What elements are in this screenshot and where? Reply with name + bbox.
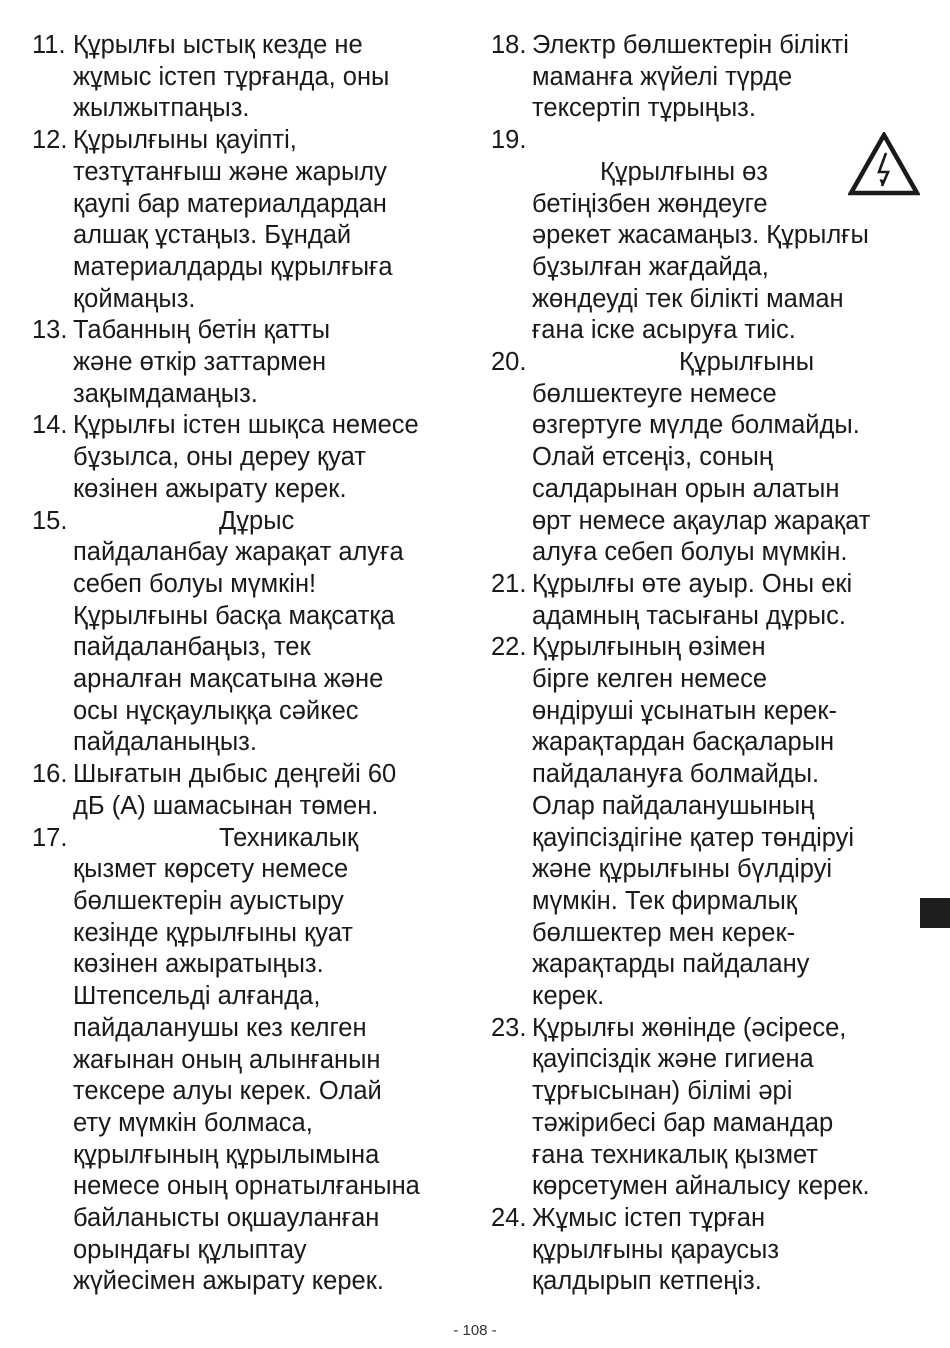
item-line: көзінен ажыратыңыз. xyxy=(73,950,324,979)
left-column xyxy=(32,30,464,1298)
electric-shock-warning-icon xyxy=(848,132,920,196)
item-line: ғана іске асыруға тиіс. xyxy=(532,316,796,345)
item-line: жарақтарды пайдалану xyxy=(532,950,810,979)
item-line: қоймаңыз. xyxy=(73,284,196,313)
item-line: орындағы құлыптау xyxy=(73,1235,307,1264)
item-line: бірге келген немесе xyxy=(532,665,768,694)
item-line: Құрылғының өзімен xyxy=(532,633,766,662)
item-number: 21. xyxy=(491,569,527,598)
item-line: жұмыс істеп тұрғанда, оны xyxy=(73,62,390,91)
item-line: бетіңізбен жөндеуге xyxy=(532,189,768,218)
item-number: 16. xyxy=(32,760,68,789)
item-line: және өткір заттармен xyxy=(73,348,327,377)
list-item-17 xyxy=(32,823,464,1299)
item-line: қалдырып кетпеңіз. xyxy=(532,1267,762,1296)
item-line: бұзылса, оны дереу қуат xyxy=(73,443,366,472)
item-first-line: Дұрыс xyxy=(219,506,295,535)
item-line: салдарынан орын алатын xyxy=(532,474,840,503)
item-line: жағынан оның алынғанын xyxy=(73,1045,381,1074)
list-item-15 xyxy=(32,506,464,760)
item-line: Олар пайдаланушының xyxy=(532,791,815,820)
list-item-18 xyxy=(491,30,923,125)
item-line: тәжірибесі бар мамандар xyxy=(532,1108,834,1137)
item-line: пайдаланыңыз. xyxy=(73,728,257,757)
item-line: зақымдамаңыз. xyxy=(73,379,258,408)
item-number: 20. xyxy=(491,348,527,377)
item-line: Құрылғы істен шықса немесе xyxy=(73,411,419,440)
item-line: тексертіп тұрыңыз. xyxy=(532,94,756,123)
list-item-12 xyxy=(32,125,464,315)
item-line: алшақ ұстаңыз. Бұндай xyxy=(73,221,352,250)
item-line: пайдалануға болмайды. xyxy=(532,760,820,789)
item-line: құрылғыны қараусыз xyxy=(532,1235,780,1264)
item-line: осы нұсқаулыққа сәйкес xyxy=(73,696,359,725)
item-line: жүйесімен ажырату керек. xyxy=(73,1267,384,1296)
item-line: тұрғысынан) білімі әрі xyxy=(532,1077,793,1106)
item-line: арналған мақсатына және xyxy=(73,665,384,694)
item-number: 18. xyxy=(491,31,527,59)
item-line: көрсетумен айналысу керек. xyxy=(532,1172,870,1201)
item-line: қауіпсіздік және гигиена xyxy=(532,1045,814,1074)
list-item-11 xyxy=(32,30,464,125)
item-line: материалдарды құрылғыға xyxy=(73,252,393,281)
item-line: мүмкін. Тек фирмалық xyxy=(532,886,797,915)
item-number: 17. xyxy=(32,823,68,852)
item-number: 13. xyxy=(32,316,68,345)
list-item-13 xyxy=(32,315,464,410)
list-item-23 xyxy=(491,1013,923,1203)
item-line: керек. xyxy=(532,982,605,1011)
item-line: байланысты оқшауланған xyxy=(73,1204,380,1233)
item-line: дБ (А) шамасынан төмен. xyxy=(73,791,379,820)
item-line: пайдаланушы кез келген xyxy=(73,1013,367,1042)
item-line: ғана техникалық қызмет xyxy=(532,1140,818,1169)
list-item-21 xyxy=(491,569,923,632)
page-number: - 108 - xyxy=(453,1322,497,1339)
item-line: адамның тасығаны дұрыс. xyxy=(532,601,846,630)
item-line: бөлшектер мен керек- xyxy=(532,918,796,947)
item-line: жөндеуді тек білікті маман xyxy=(532,284,844,313)
item-line: алуға себеп болуы мүмкін. xyxy=(532,538,848,567)
item-line: Штепсельді алғанда, xyxy=(73,982,321,1011)
item-line: Электр бөлшектерін білікті xyxy=(532,31,849,59)
item-line: бұзылған жағдайда, xyxy=(532,252,769,281)
item-number: 15. xyxy=(32,506,68,535)
item-line: тексере алуы керек. Олай xyxy=(73,1077,382,1106)
item-number: 22. xyxy=(491,633,527,662)
item-first-line: Құрылғыны xyxy=(679,348,815,377)
list-item-16 xyxy=(32,759,464,822)
item-line: Құрылғыны қауіпті, xyxy=(73,126,297,155)
item-line: қаупі бар материалдардан xyxy=(73,189,387,218)
item-line: кезінде құрылғыны қуат xyxy=(73,918,353,947)
item-number: 12. xyxy=(32,126,68,155)
item-line: Құрылғыны басқа мақсатқа xyxy=(73,601,395,630)
item-line: көзінен ажырату керек. xyxy=(73,474,347,503)
item-line: пайдаланбау жарақат алуға xyxy=(73,538,404,567)
list-item-14 xyxy=(32,410,464,505)
item-line: өзгертуге мүлде болмайды. xyxy=(532,411,860,440)
item-line: Табанның бетін қатты xyxy=(73,316,331,345)
item-line: Жұмыс істеп тұрған xyxy=(532,1204,766,1232)
item-line: Шығатын дыбыс деңгейі 60 xyxy=(73,760,397,789)
item-line: қызмет көрсету немесе xyxy=(73,855,349,884)
item-line: тезтұтанғыш және жарылу xyxy=(73,157,387,186)
item-line: Құрылғы жөнінде (әсіресе, xyxy=(532,1013,847,1042)
item-line: немесе оның орнатылғанына xyxy=(73,1172,420,1201)
item-line: әрекет жасамаңыз. Құрылғы xyxy=(532,221,869,250)
item-line: пайдаланбаңыз, тек xyxy=(73,633,311,662)
item-line: бөлшектеуге немесе xyxy=(532,379,777,408)
section-tab-marker xyxy=(920,898,950,928)
item-line: маманға жүйелі түрде xyxy=(532,62,793,91)
item-line: себеп болуы мүмкін! xyxy=(73,569,317,598)
item-line: және құрылғыны бүлдіруі xyxy=(532,855,833,884)
list-item-20 xyxy=(491,347,923,569)
item-line: құрылғының құрылымына xyxy=(73,1140,380,1169)
item-number: 24. xyxy=(491,1204,527,1232)
item-number: 23. xyxy=(491,1013,527,1042)
item-line: өндіруші ұсынатын керек- xyxy=(532,696,838,725)
list-item-22 xyxy=(491,632,923,1012)
item-line: қауіпсіздігіне қатер төндіруі xyxy=(532,823,855,852)
item-line: жылжытпаңыз. xyxy=(73,94,250,123)
item-number: 14. xyxy=(32,411,68,440)
item-line: өрт немесе ақаулар жарақат xyxy=(532,506,871,535)
item-line: Олай етсеңіз, соның xyxy=(532,443,773,472)
item-number: 11. xyxy=(32,31,66,59)
item-first-line: Құрылғыны өз xyxy=(600,157,768,186)
item-line: ету мүмкін болмаса, xyxy=(73,1108,313,1137)
right-column xyxy=(491,30,923,1298)
item-line: Құрылғы ыстық кезде не xyxy=(73,31,363,59)
item-line: Құрылғы өте ауыр. Оны екі xyxy=(532,569,853,598)
item-number: 19. xyxy=(491,126,527,155)
item-line: бөлшектерін ауыстыру xyxy=(73,886,344,915)
list-item-24 xyxy=(491,1203,923,1298)
item-line: жарақтардан басқаларын xyxy=(532,728,835,757)
item-first-line: Техникалық xyxy=(219,823,359,852)
